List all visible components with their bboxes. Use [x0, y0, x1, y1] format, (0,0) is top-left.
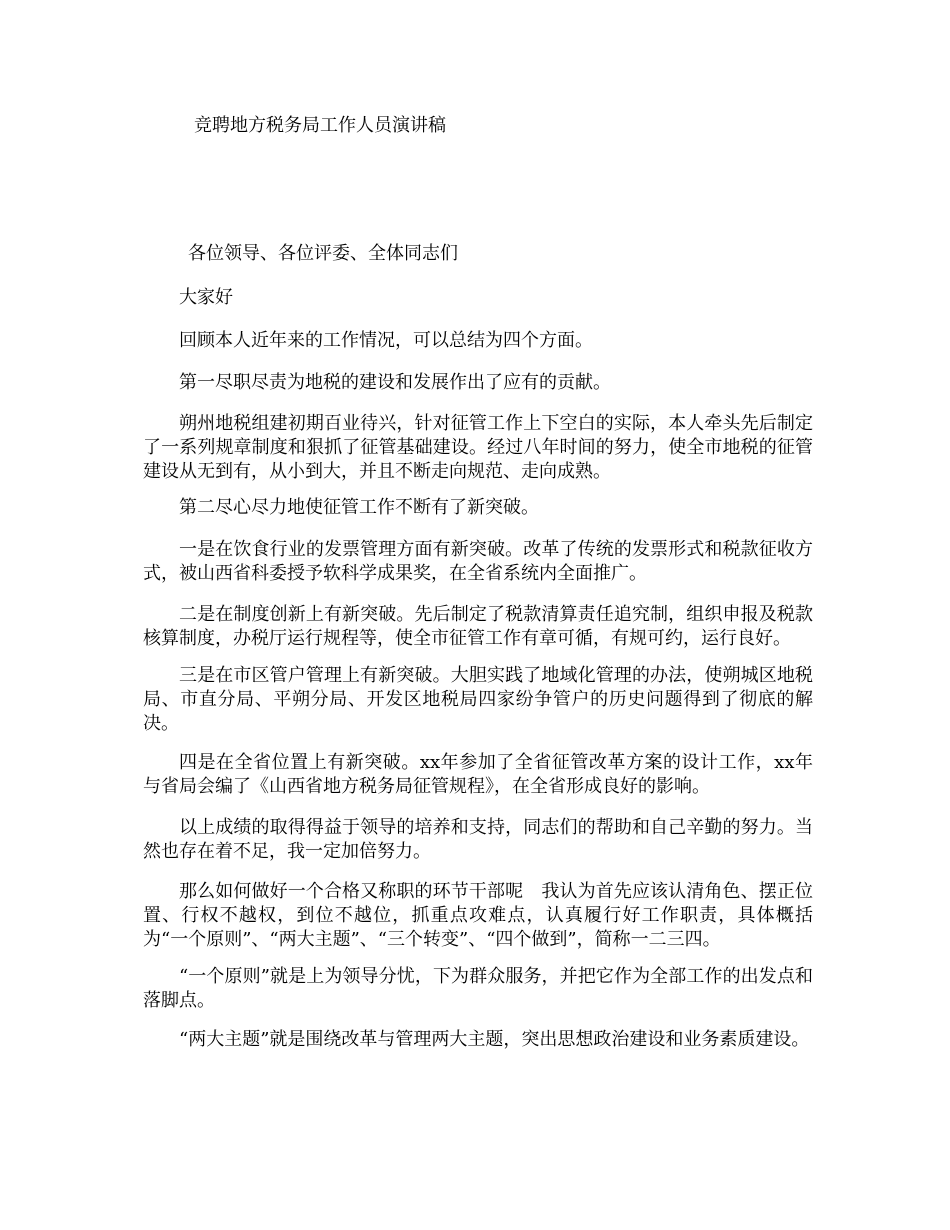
paragraph-how-to: 那么如何做好一个合格又称职的环节干部呢 我认为首先应该认清角色、摆正位置、行权不越权，到位不越位，抓重点攻难点，认真履行好工作职责，具体概括为“一个原则”、“两大主题”、“三个转变”、“四个做到”，简称一二三四。: [143, 881, 813, 950]
paragraph-point-two-heading: 第二尽心尽力地使征管工作不断有了新突破。: [179, 497, 539, 518]
paragraph-point-one-detail: 朔州地税组建初期百业待兴，针对征管工作上下空白的实际，本人牵头先后制定了一系列规章制度和狠抓了征管基础建设。经过八年时间的努力，使全市地税的征管建设从无到有，从小到大，并且不断走向规范、走向成熟。: [143, 413, 813, 482]
paragraph-review: 回顾本人近年来的工作情况，可以总结为四个方面。: [179, 330, 593, 351]
salutation: 各位领导、各位评委、全体同志们: [188, 243, 458, 264]
greeting: 大家好: [179, 287, 233, 308]
document-title: 竞聘地方税务局工作人员演讲稿: [194, 115, 446, 136]
paragraph-one-principle: “一个原则”就是上为领导分忧，下为群众服务，并把它作为全部工作的出发点和落脚点。: [143, 966, 813, 1011]
paragraph-two-themes: “两大主题”就是围绕改革与管理两大主题，突出思想政治建设和业务素质建设。: [179, 1029, 810, 1050]
paragraph-breakthrough-three: 三是在市区管户管理上有新突破。大胆实践了地域化管理的办法，使朔城区地税局、市直分局、平朔分局、开发区地税局四家纷争管户的历史问题得到了彻底的解决。: [143, 665, 813, 734]
paragraph-breakthrough-two: 二是在制度创新上有新突破。先后制定了税款清算责任追究制，组织申报及税款核算制度，办税厅运行规程等，使全市征管工作有章可循，有规可约，运行良好。: [143, 604, 813, 649]
paragraph-point-one-heading: 第一尽职尽责为地税的建设和发展作出了应有的贡献。: [179, 372, 611, 393]
paragraph-breakthrough-four: 四是在全省位置上有新突破。xx年参加了全省征管改革方案的设计工作，xx年与省局会编了《山西省地方税务局征管规程》，在全省形成良好的影响。: [143, 752, 813, 797]
paragraph-achievements: 以上成绩的取得得益于领导的培养和支持，同志们的帮助和自己辛勤的努力。当然也存在着不足，我一定加倍努力。: [143, 817, 813, 862]
paragraph-breakthrough-one: 一是在饮食行业的发票管理方面有新突破。改革了传统的发票形式和税款征收方式，被山西省科委授予软科学成果奖，在全省系统内全面推广。: [143, 539, 813, 584]
